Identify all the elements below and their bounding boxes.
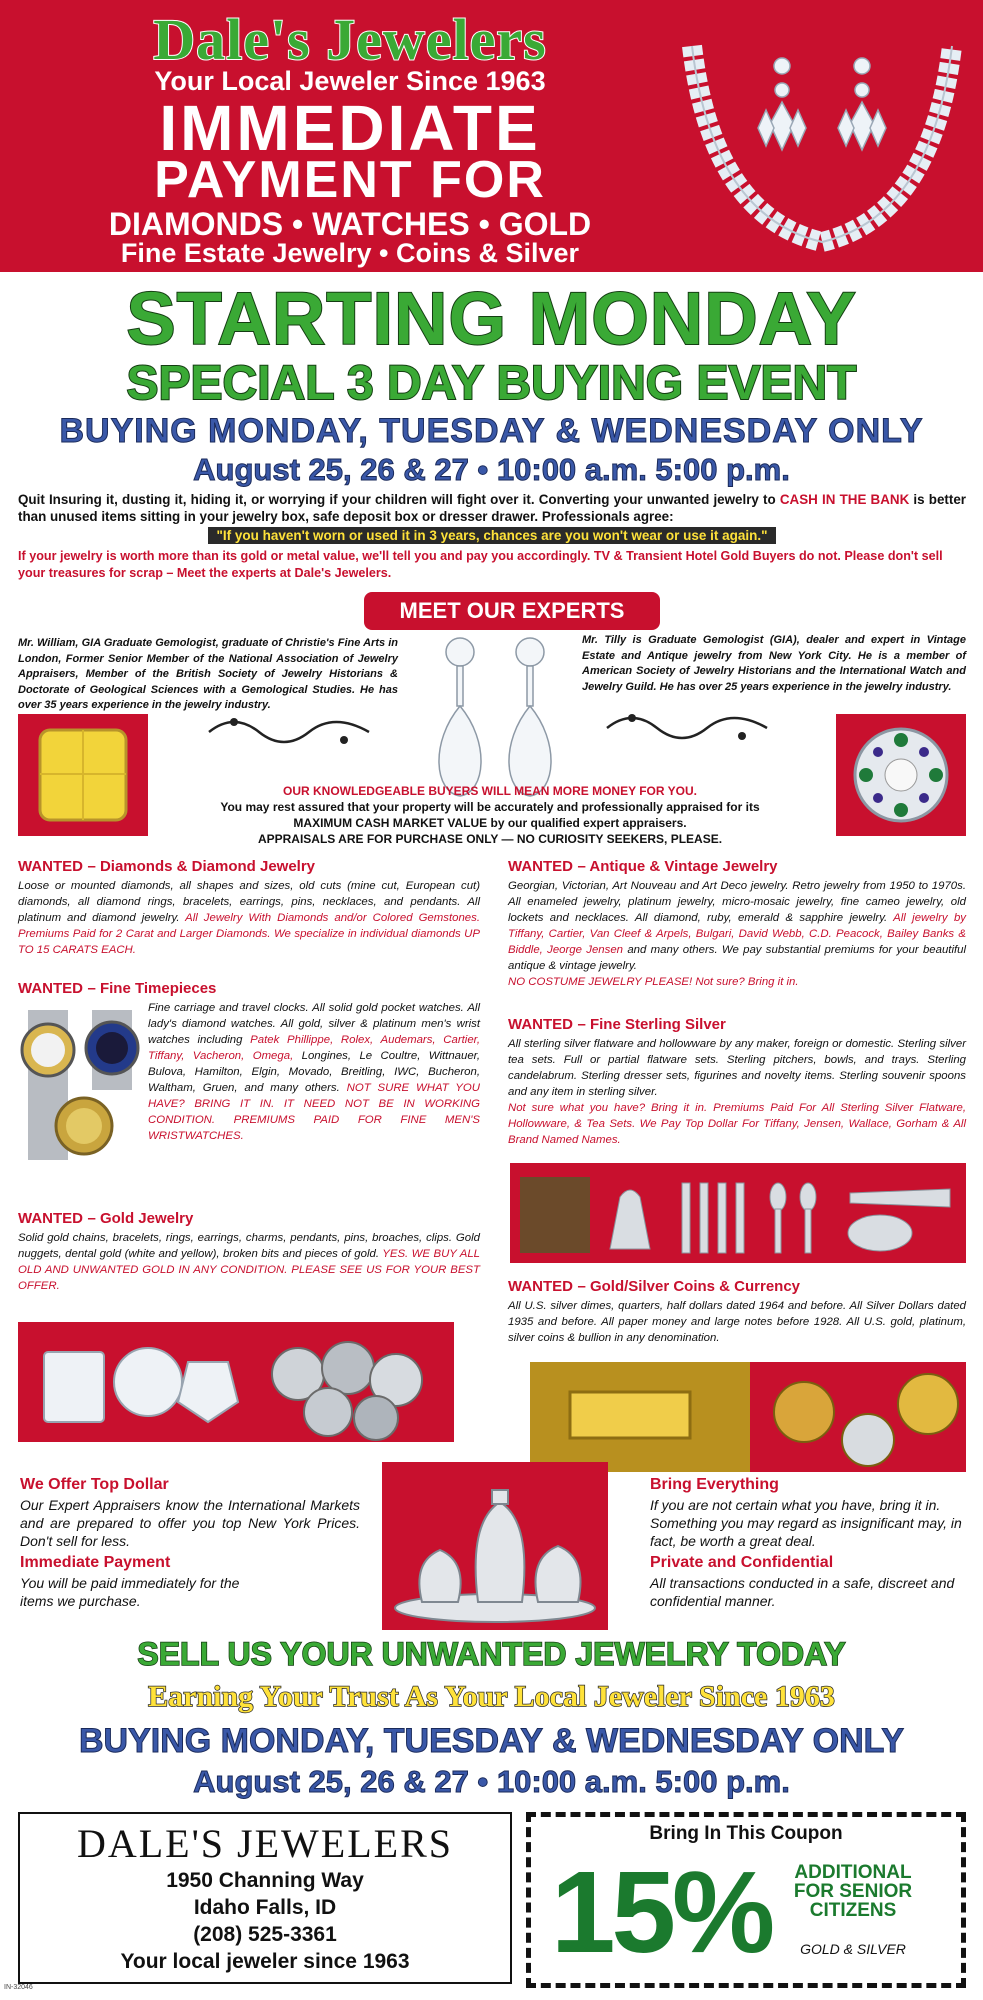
wanted-gold-text bbox=[18, 1230, 480, 1294]
antique-note: NO COSTUME JEWELRY PLEASE! Not sure? Bring it in. bbox=[508, 976, 799, 988]
immediate-heading: IMMEDIATE bbox=[159, 92, 541, 164]
timepieces-body-a: Fine carriage and travel clocks. All solid gold pocket watches. All lady's diamond watches. All gold, silver & platinum men's wrist watches including bbox=[148, 1002, 480, 1046]
yellow-diamond-ring-image bbox=[18, 714, 148, 836]
store-street: 1950 Channing Way bbox=[166, 1869, 364, 1892]
coupon-seniors-label: FOR SENIOR CITIZENS bbox=[793, 1881, 913, 1921]
wanted-label: WANTED bbox=[18, 980, 83, 997]
gold-body: Solid gold chains, bracelets, rings, earrings, charms, pendants, pins, broaches, clips. Gold nuggets, dental gold (white and yellow), broken bits and pieces of gold. bbox=[18, 1232, 480, 1260]
diamond-necklace-image bbox=[672, 6, 972, 268]
wanted-diamonds-heading bbox=[18, 858, 315, 876]
private-confidential-text: All transactions conducted in a safe, discreet and confidential manner. bbox=[650, 1575, 955, 1609]
gold-bullion-and-coins-image bbox=[530, 1362, 966, 1472]
bring-everything-text: If you are not certain what you have, bring it in. Something you may regard as insignificant may, in fact, be worth a great deal. bbox=[650, 1497, 962, 1549]
buying-days-closing: BUYING MONDAY, TUESDAY & WEDNESDAY ONLY bbox=[78, 1722, 904, 1760]
wanted-silver-title: – Fine Sterling Silver bbox=[577, 1016, 726, 1033]
quote-banner bbox=[18, 527, 966, 545]
buying-days: BUYING MONDAY, TUESDAY & WEDNESDAY ONLY bbox=[59, 412, 924, 450]
flourish-ornament bbox=[602, 706, 772, 748]
buyers-line-2: You may rest assured that your property will be accurately and professionally appraised for its MAXIMUM CASH MARKET VALUE by our qualified expert appraisers. bbox=[220, 800, 760, 830]
wanted-label: WANTED bbox=[508, 1278, 573, 1295]
gold-highlight: YES. WE BUY ALL OLD AND UNWANTED GOLD IN ANY CONDITION. PLEASE SEE US FOR YOUR BEST OFFER. bbox=[18, 1248, 480, 1292]
wanted-label: WANTED bbox=[508, 858, 573, 875]
buyers-line-1: OUR KNOWLEDGEABLE BUYERS WILL MEAN MORE MONEY FOR YOU. bbox=[282, 784, 698, 798]
top-dollar-text: Our Expert Appraisers know the International Markets and are prepared to offer you top New York Prices. Don't sell for less. bbox=[20, 1497, 360, 1549]
intro-text-a: Quit Insuring it, dusting it, hiding it, or worrying if your children will fight over it. Converting your unwanted jewelry to bbox=[18, 492, 780, 507]
timepieces-highlight: NOT SURE WHAT YOU HAVE? BRING IT IN. IT NEED NOT BE IN WORKING CONDITION. PREMIUMS PAID FOR FINE MEN'S WRISTWATCHES. bbox=[148, 1082, 480, 1142]
luxury-watches-image bbox=[18, 1010, 146, 1162]
wanted-diamonds-title: – Diamonds & Diamond Jewelry bbox=[87, 858, 316, 875]
diamond-earrings-image bbox=[420, 632, 570, 800]
store-city: Idaho Falls, ID bbox=[193, 1896, 337, 1919]
event-dates: August 25, 26 & 27 • 10:00 a.m. 5:00 p.m. bbox=[193, 452, 790, 487]
wanted-diamonds-text bbox=[18, 878, 480, 958]
ad-number: IN-32046 bbox=[4, 1984, 33, 1991]
subcategories-line: Fine Estate Jewelry • Coins & Silver bbox=[120, 238, 580, 268]
diamonds-body: Loose or mounted diamonds, all shapes and sizes, old cuts (mine cut, European cut) diamonds, all diamond rings, bracelets, earrings, pins, necklaces, and pendants. All platinum and diamond jewelry. bbox=[18, 880, 480, 924]
top-dollar-heading: We Offer Top Dollar bbox=[20, 1476, 169, 1493]
worth-paragraph: If your jewelry is worth more than its gold or metal value, we'll tell you and pay you accordingly. TV & Transient Hotel Gold Buyers do not. Please don't sell your treasures for scrap – Meet the experts at Dale's Jewelers. bbox=[18, 549, 943, 580]
antique-brooch-image bbox=[836, 714, 966, 836]
intro-text-b: is better than unused items sitting in your jewelry box, safe deposit box or dresser drawer. Professionals agree: bbox=[18, 492, 966, 524]
silver-tea-set-image bbox=[382, 1462, 608, 1630]
quote-text: "If you haven't worn or used it in 3 years, chances are you won't wear or use it again." bbox=[208, 527, 775, 544]
silver-highlight: Not sure what you have? Bring it in. Premiums Paid For All Sterling Silver Flatware, Hollowware, & Tea Sets. We Pay Top Dollar For Tiffany, Jensen, Wallace, Gorham & All Brand Named Names. bbox=[508, 1102, 966, 1146]
diamonds-highlight: All Jewelry With Diamonds and/or Colored Gemstones. Premiums Paid for 2 Carat and Larger Diamonds. We specialize in individual diamonds UP TO 15 CARATS EACH. bbox=[18, 912, 480, 956]
expert-tilly-bio: Mr. Tilly is Graduate Gemologist (GIA), dealer and expert in Vintage Estate and Antique jewelry from New York City. He is a member of American Society of Jewelry Historians and the International Watch and Jewelry Guild. He has over 25 years experience in the jewelry industry. bbox=[582, 634, 966, 693]
wanted-coins-title: – Gold/Silver Coins & Currency bbox=[577, 1278, 801, 1295]
silverware-image bbox=[510, 1163, 966, 1263]
earning-trust-heading: Earning Your Trust As Your Local Jeweler Since 1963 bbox=[148, 1680, 835, 1713]
antique-body: Georgian, Victorian, Art Nouveau and Art Deco jewelry. Retro jewelry from 1950 to 1970s. All enameled jewelry, platinum jewelry, micro-mosaic jewelry, fine cameo jewelry, old lockets and necklaces. All diamond, ruby, emerald & sapphire jewelry. bbox=[508, 880, 966, 924]
since-tagline: Your Local Jeweler Since 1963 bbox=[154, 66, 546, 96]
antique-highlight: All jewelry by Tiffany, Cartier, Van Cleef & Arpels, Bulgari, David Webb, C.D. Peacock, Bailey Banks & Biddle, Jeorge Jensen bbox=[508, 912, 966, 956]
wanted-gold-title: – Gold Jewelry bbox=[87, 1210, 194, 1227]
antique-body-b: and many others. We pay substantial premiums for your beautiful antique & vintage jewelry. bbox=[508, 944, 967, 972]
coupon-additional bbox=[753, 1863, 953, 1920]
brand-title: Dale's Jewelers bbox=[153, 7, 547, 72]
diamonds-and-coins-image bbox=[18, 1322, 454, 1442]
wanted-timepieces-heading bbox=[18, 980, 216, 998]
wanted-timepieces-title: – Fine Timepieces bbox=[87, 980, 217, 997]
cash-in-bank-text: CASH IN THE BANK bbox=[779, 492, 910, 507]
wanted-label: WANTED bbox=[18, 1210, 83, 1227]
senior-coupon[interactable] bbox=[526, 1812, 966, 1988]
event-dates-closing: August 25, 26 & 27 • 10:00 a.m. 5:00 p.m. bbox=[193, 1764, 790, 1799]
immediate-payment-heading: Immediate Payment bbox=[20, 1554, 171, 1571]
timepieces-brands: Patek Phillippe, Rolex, Audemars, Cartier, Tiffany, Vacheron, Omega, bbox=[148, 1034, 481, 1062]
silver-body: All sterling silver flatware and hollowware by any maker, foreign or domestic. Sterling silver tea sets. Full or partial flatware sets. Sterling pitchers, bowls, and trays. Sterling candelabrum. Sterling dresser sets, figurines and novelty items. Sterling souvenir spoons and any item in sterling silver. bbox=[508, 1038, 966, 1098]
coupon-additional-label: ADDITIONAL bbox=[794, 1862, 912, 1883]
coupon-percent: 15% bbox=[551, 1847, 772, 1977]
bring-everything-heading: Bring Everything bbox=[650, 1476, 779, 1493]
private-confidential-heading: Private and Confidential bbox=[650, 1554, 834, 1571]
wanted-silver-heading bbox=[508, 1016, 726, 1034]
buyers-statement bbox=[190, 783, 790, 847]
wanted-timepieces-text bbox=[148, 1000, 480, 1144]
wanted-gold-heading bbox=[18, 1210, 193, 1228]
timepieces-body-b: Longines, Le Coultre, Wittnauer, Bulova, Hamilton, Elgin, Movado, Breitling, IWC, Bucheron, Waltham, Gruen, and many others. bbox=[148, 1050, 480, 1094]
intro-paragraph bbox=[18, 491, 966, 525]
flourish-ornament bbox=[204, 710, 374, 752]
store-address-box bbox=[18, 1812, 512, 1984]
wanted-coins-text: All U.S. silver dimes, quarters, half dollars dated 1964 and before. All Silver Dollars dated 1935 and before. All paper money and large notes before 1928. All U.S. gold, platinum, silver coins & bullion in any denomination. bbox=[508, 1300, 966, 1344]
starting-monday-heading: STARTING MONDAY bbox=[126, 277, 857, 360]
payment-for-heading: PAYMENT FOR bbox=[154, 151, 546, 209]
wanted-label: WANTED bbox=[18, 858, 83, 875]
special-event-heading: SPECIAL 3 DAY BUYING EVENT bbox=[126, 357, 857, 410]
wanted-coins-heading bbox=[508, 1278, 800, 1296]
sell-jewelry-heading: SELL US YOUR UNWANTED JEWELRY TODAY bbox=[137, 1636, 846, 1672]
categories-line: DIAMONDS • WATCHES • GOLD bbox=[108, 206, 592, 242]
meet-experts-heading: MEET OUR EXPERTS bbox=[364, 592, 660, 630]
coupon-bring-text: Bring In This Coupon bbox=[649, 1823, 843, 1844]
store-phone: (208) 525-3361 bbox=[193, 1923, 337, 1946]
expert-william-bio: Mr. William, GIA Graduate Gemologist, graduate of Christie's Fine Arts in London, Former Senior Member of the National Association of Jewelry Appraisers, Member of the British Society of Jewelry Historians & Doctorate of Geological Sciences with a Gemological Studies. He has over 35 years experience in the jewelry industry. bbox=[18, 637, 398, 712]
store-name: DALE'S JEWELERS bbox=[76, 1821, 454, 1866]
buyers-line-3: APPRAISALS ARE FOR PURCHASE ONLY — NO CURIOSITY SEEKERS, PLEASE. bbox=[257, 832, 723, 846]
wanted-antique-heading bbox=[508, 858, 778, 876]
wanted-silver-text bbox=[508, 1036, 966, 1148]
store-tagline: Your local jeweler since 1963 bbox=[120, 1950, 410, 1973]
wanted-antique-title: – Antique & Vintage Jewelry bbox=[577, 858, 778, 875]
wanted-label: WANTED bbox=[508, 1016, 573, 1033]
immediate-payment-text: You will be paid immediately for the items we purchase. bbox=[20, 1575, 240, 1609]
coupon-gold-silver: GOLD & SILVER bbox=[800, 1941, 906, 1957]
wanted-antique-text bbox=[508, 878, 966, 990]
